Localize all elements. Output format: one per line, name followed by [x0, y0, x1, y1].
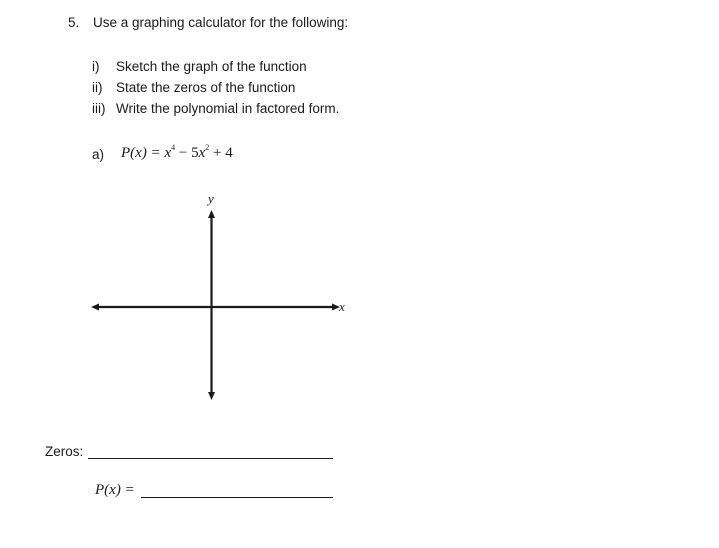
zeros-label: Zeros:: [45, 444, 84, 459]
equation-constant: 4: [225, 145, 233, 161]
task-marker-3: iii): [92, 101, 106, 116]
equation-term1-base: x: [164, 145, 172, 161]
task-marker-1: i): [92, 59, 100, 74]
equation-term2-base: x: [198, 145, 206, 161]
factored-form-label: P(x) =: [95, 482, 135, 498]
y-axis-label: y: [208, 191, 214, 206]
equation-lhs: P(x) =: [121, 145, 165, 161]
zeros-answer-blank[interactable]: [88, 444, 333, 459]
equation-op2: +: [209, 145, 226, 161]
equation-op1: −: [175, 145, 192, 161]
task-text-2: State the zeros of the function: [116, 80, 296, 95]
x-axis-label: x: [339, 299, 345, 314]
equation-term2-coef: 5: [191, 145, 199, 161]
y-axis-arrow-down: [208, 392, 215, 400]
part-a-label: a): [92, 147, 105, 162]
x-axis-arrow-left: [91, 304, 99, 311]
equation-term2-exponent: 2: [205, 143, 210, 152]
task-marker-2: ii): [92, 80, 103, 95]
y-axis-arrow-up: [208, 210, 215, 218]
question-prompt: Use a graphing calculator for the following:: [93, 15, 349, 30]
question-number: 5.: [68, 15, 80, 30]
task-text-3: Write the polynomial in factored form.: [116, 101, 340, 116]
equation-term1-exponent: 4: [171, 143, 176, 152]
factored-form-answer-blank[interactable]: [141, 483, 333, 498]
task-text-1: Sketch the graph of the function: [116, 59, 307, 74]
